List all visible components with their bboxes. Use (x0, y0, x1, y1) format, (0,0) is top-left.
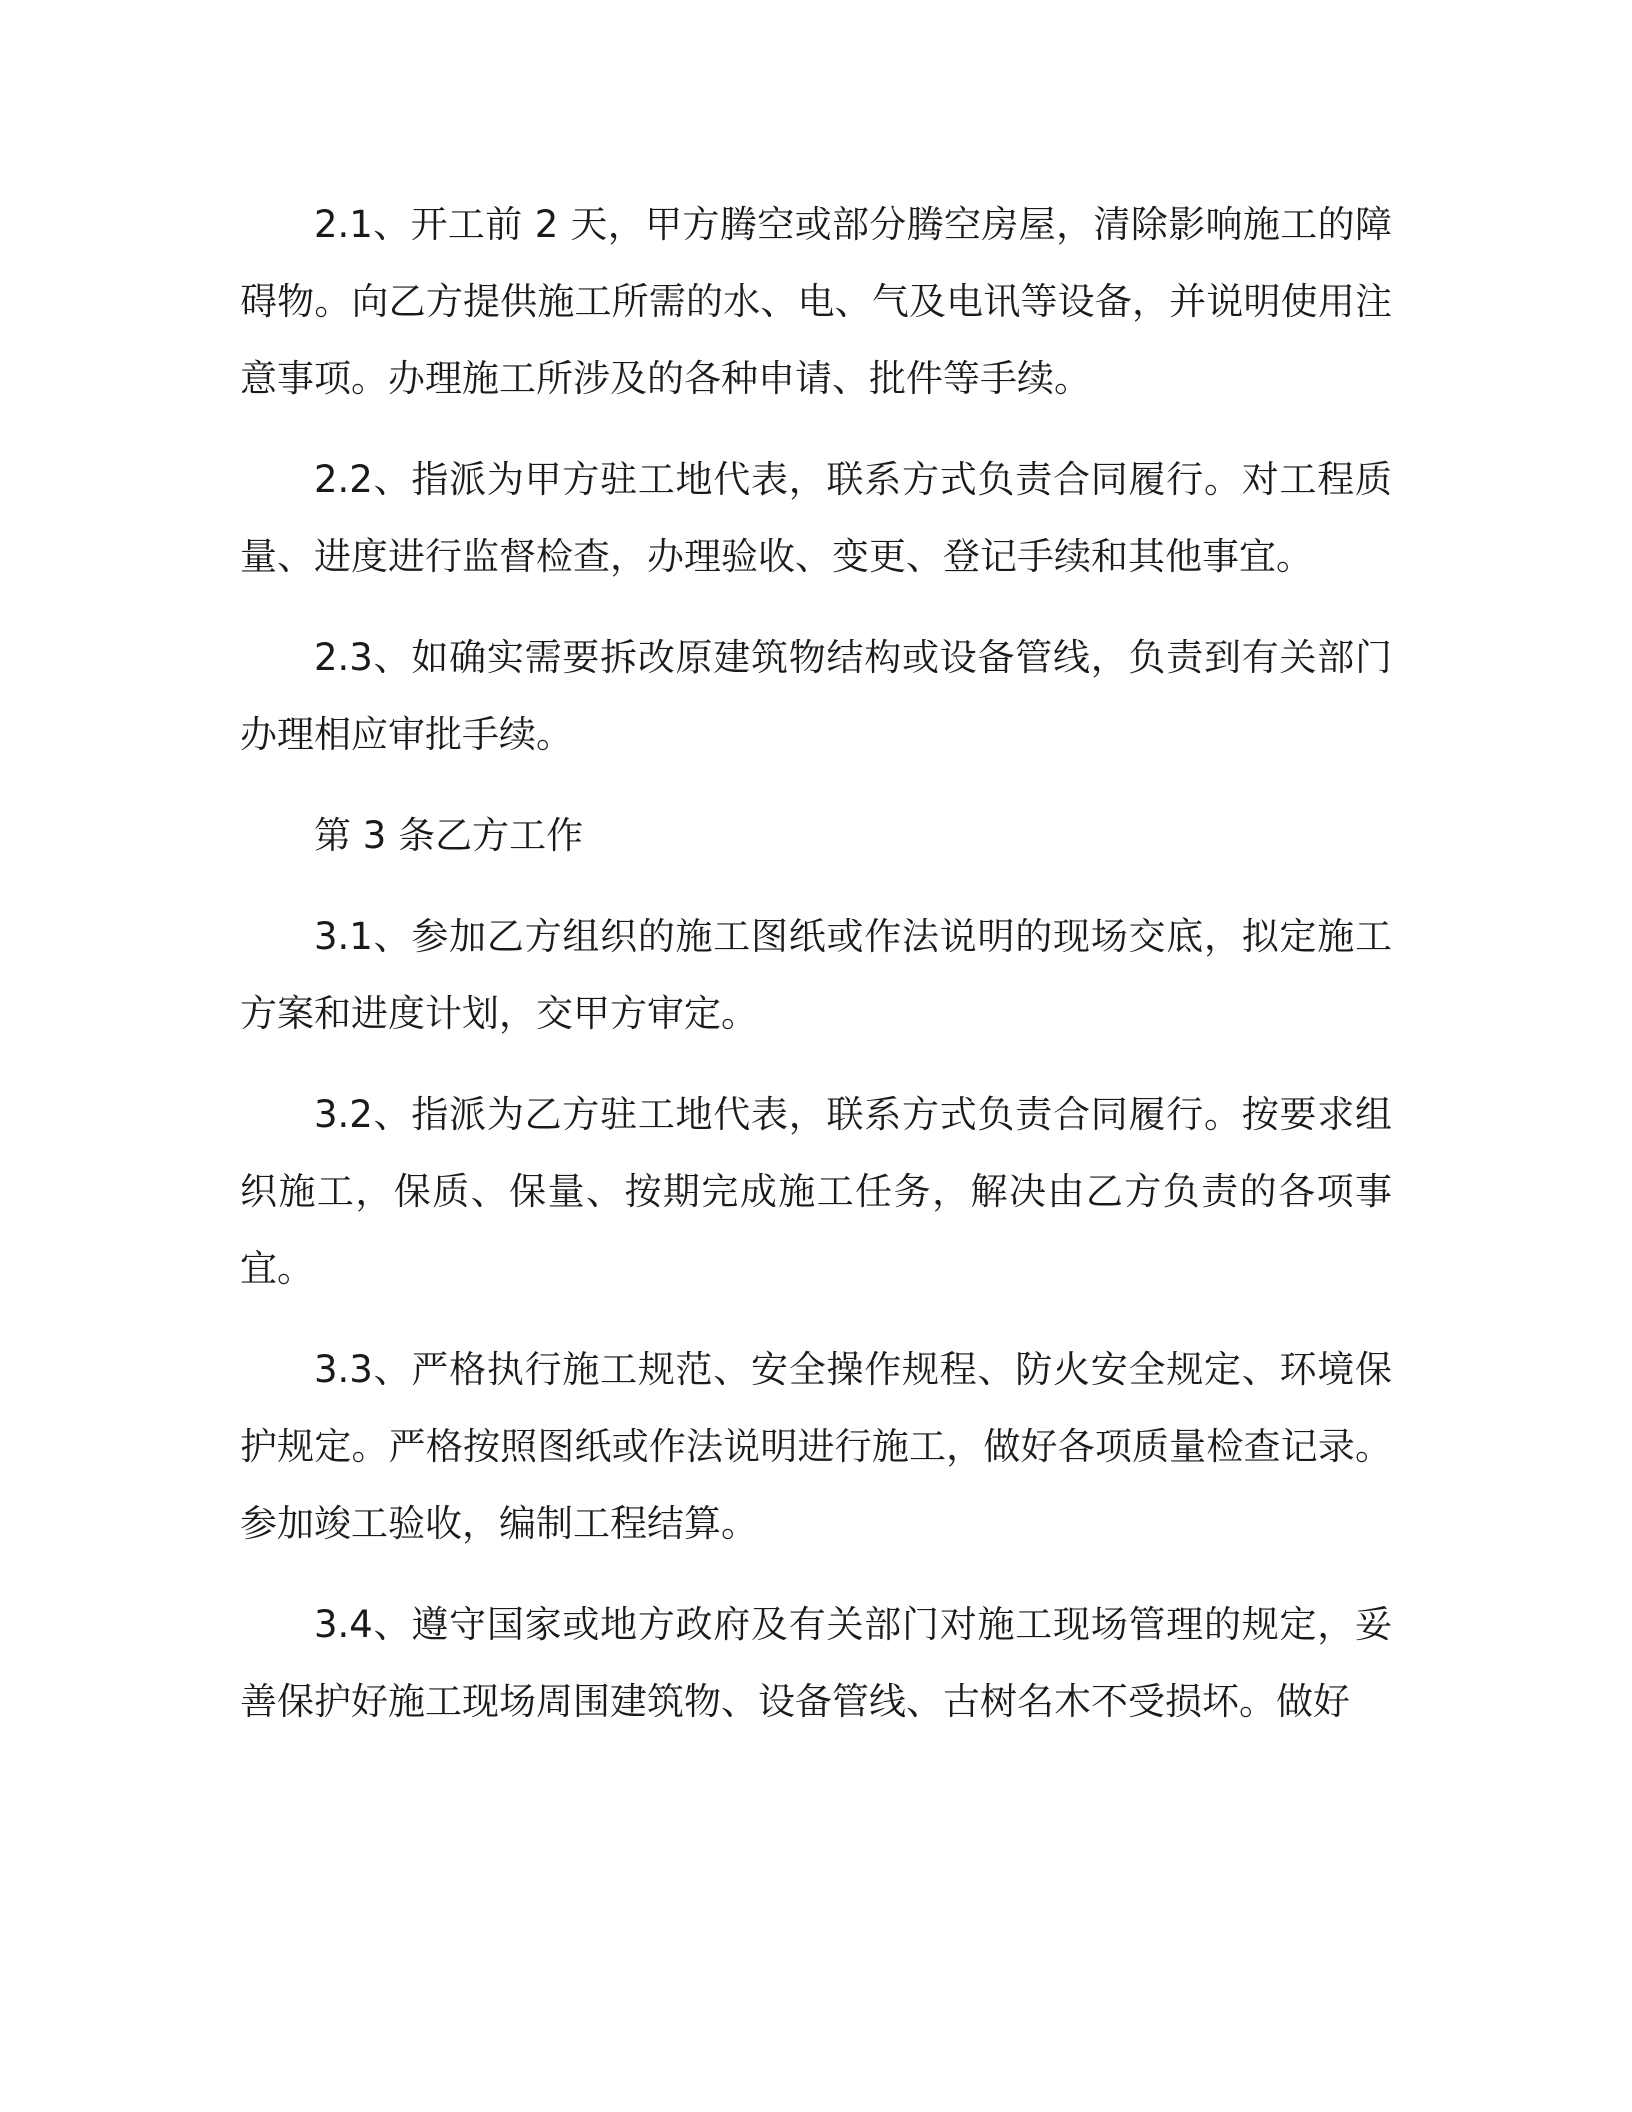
clause-3-3: 3.3、严格执行施工规范、安全操作规程、防火安全规定、环境保护规定。严格按照图纸或作法说明进行施工，做好各项质量检查记录。参加竣工验收，编制工程结算。 (240, 1348, 1392, 1545)
clause-2-3: 2.3、如确实需要拆改原建筑物结构或设备管线，负责到有关部门办理相应审批手续。 (240, 636, 1392, 756)
clause-3-1: 3.1、参加乙方组织的施工图纸或作法说明的现场交底，拟定施工方案和进度计划，交甲方审定。 (240, 915, 1392, 1035)
article-3-heading: 第 3 条乙方工作 (314, 814, 584, 857)
document-body (240, 186, 1392, 1764)
clause-3-4: 3.4、遵守国家或地方政府及有关部门对施工现场管理的规定，妥善保护好施工现场周围建筑物、设备管线、古树名木不受损坏。做好 (240, 1603, 1392, 1723)
clause-2-1: 2.1、开工前 2 天，甲方腾空或部分腾空房屋，清除影响施工的障碍物。向乙方提供施工所需的水、电、气及电讯等设备，并说明使用注意事项。办理施工所涉及的各种申请、批件等手续。 (240, 203, 1392, 400)
clause-3-2: 3.2、指派为乙方驻工地代表，联系方式负责合同履行。按要求组织施工，保质、保量、按期完成施工任务，解决由乙方负责的各项事宜。 (240, 1093, 1392, 1290)
clause-2-2: 2.2、指派为甲方驻工地代表，联系方式负责合同履行。对工程质量、进度进行监督检查，办理验收、变更、登记手续和其他事宜。 (240, 458, 1392, 578)
